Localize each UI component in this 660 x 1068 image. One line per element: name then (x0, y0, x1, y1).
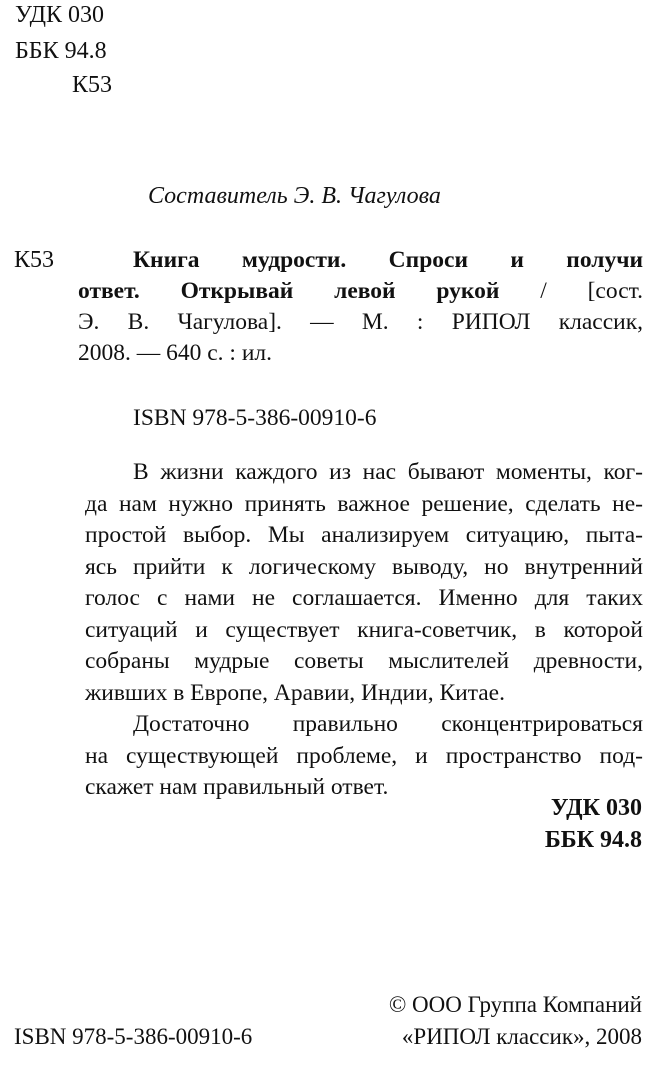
book-title-part-2: ответ. Открывай левой рукой (78, 278, 500, 304)
udk-bottom: УДК 030 (550, 795, 642, 821)
annotation-line: ситуаций и существует книга-советчик, в которой (85, 616, 643, 643)
annotation (85, 457, 643, 804)
bbk-top: ББК 94.8 (15, 38, 107, 64)
annotation-line: голос с нами не соглашается. Именно для таких (85, 585, 643, 611)
annotation-line: Достаточно правильно сконцентрироваться (133, 711, 643, 737)
isbn-footer: ISBN 978-5-386-00910-6 (14, 1024, 253, 1049)
bbk-bottom: ББК 94.8 (544, 827, 642, 853)
isbn-main: ISBN 978-5-386-00910-6 (133, 405, 377, 431)
entry-line-2 (78, 276, 643, 307)
udk-top: УДК 030 (15, 2, 104, 28)
author-mark-top: К53 (72, 72, 113, 98)
annotation-line: собраны мудрые советы мыслителей древности, (85, 648, 643, 674)
entry-line-1 (133, 245, 643, 276)
copyright-line-2: «РИПОЛ классик», 2008 (401, 1024, 642, 1049)
copyright-line-1: © ООО Группа Компаний (388, 992, 642, 1017)
entry-line-2-rest: / [сост. (499, 278, 643, 304)
annotation-line: да нам нужно принять важное решение, сделать не- (85, 490, 643, 517)
annotation-line: живших в Европе, Аравии, Индии, Китае. (85, 679, 505, 706)
entry-line-4: 2008. — 640 с. : ил. (78, 340, 273, 366)
annotation-line: ясь прийти к логическому выводу, но внутренний (85, 553, 643, 580)
book-title-part-1: Книга мудрости. Спроси и получи (133, 247, 643, 273)
compiler-line: Составитель Э. В. Чагулова (148, 183, 441, 209)
annotation-line: на существующей проблеме, и пространство под- (85, 742, 643, 769)
annotation-line: скажет нам правильный ответ. (85, 774, 389, 800)
author-mark-entry: К53 (14, 247, 55, 273)
bibliographic-entry (78, 245, 643, 369)
annotation-line: В жизни каждого из нас бывают моменты, ког- (133, 459, 643, 485)
entry-line-3: Э. В. Чагулова]. — М. : РИПОЛ классик, (78, 309, 643, 335)
annotation-line: простой выбор. Мы анализируем ситуацию, пыта- (85, 522, 643, 548)
